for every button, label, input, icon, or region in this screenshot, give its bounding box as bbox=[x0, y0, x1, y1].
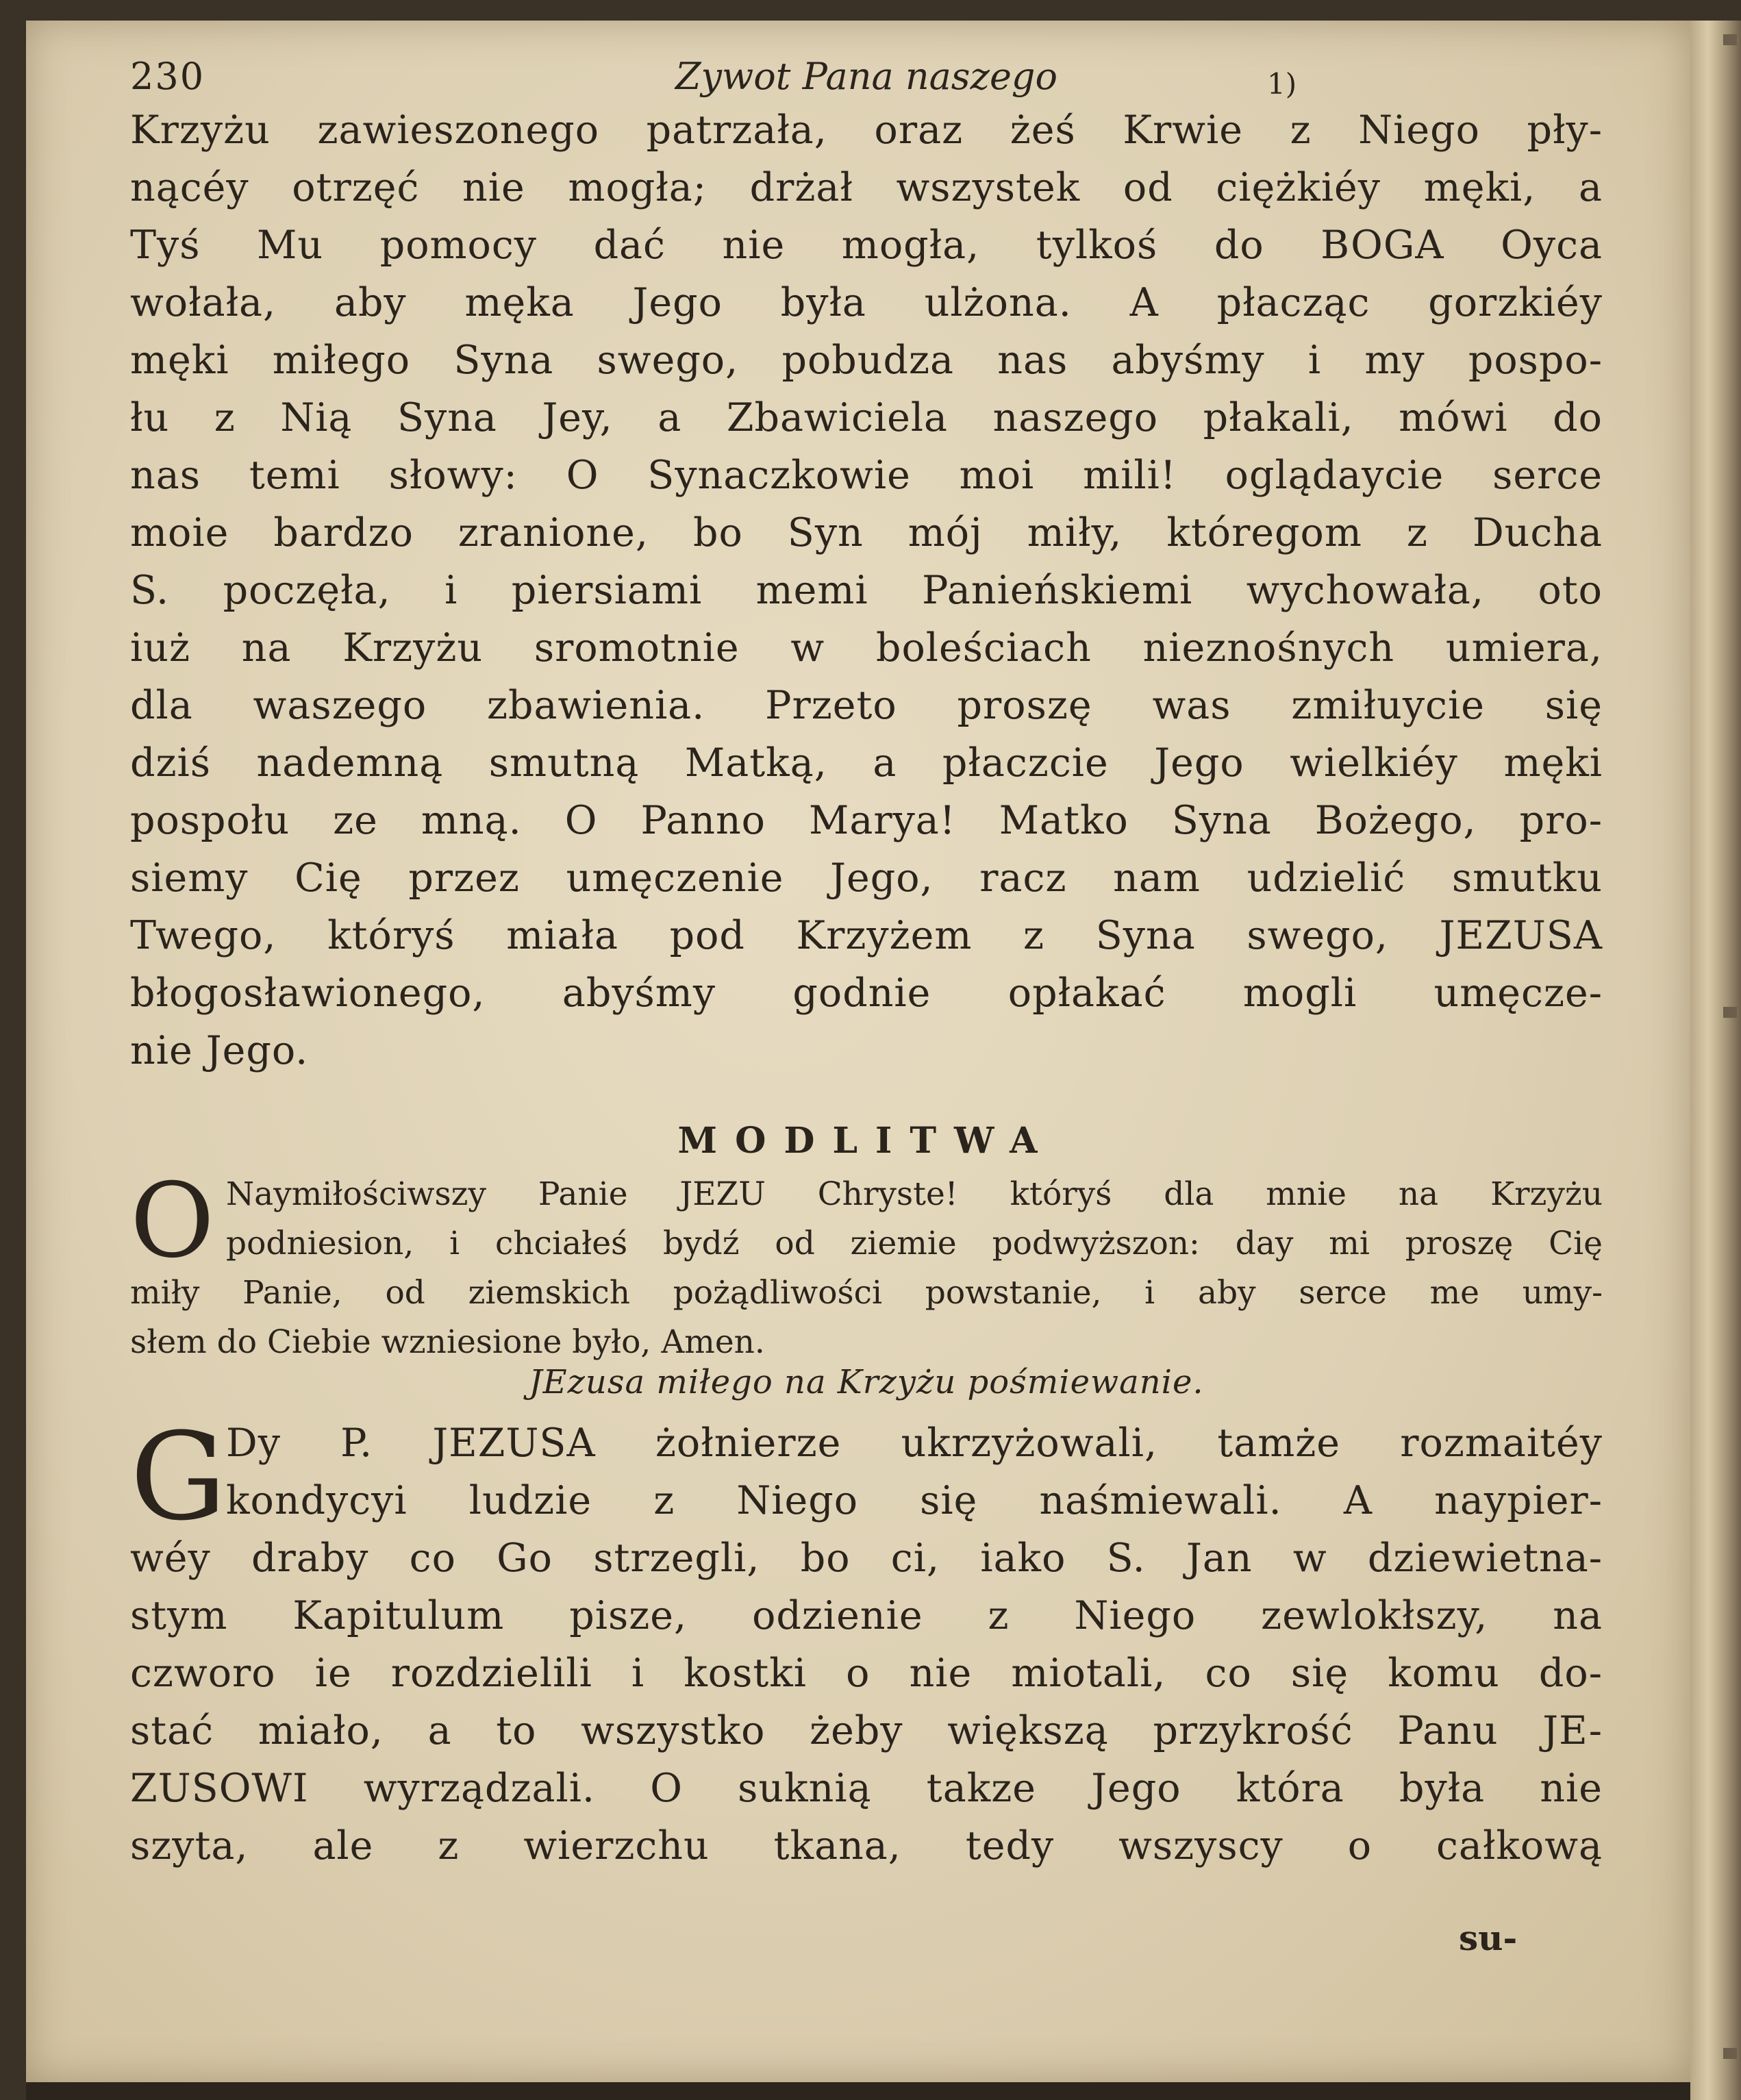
text-line: nącéy otrzęć nie mogła; drżał wszystek od ciężkiéy męki, a bbox=[130, 165, 1603, 210]
text-line: czworo ie rozdzielili i kostki o nie miotali, co się komu do- bbox=[130, 1651, 1603, 1696]
text-line: stać miało, a to wszystko żeby większą przykrość Panu JE- bbox=[130, 1708, 1603, 1753]
text-line: Twego, któryś miała pod Krzyżem z Syna swego, JEZUSA bbox=[130, 913, 1603, 958]
text-line: dziś nademną smutną Matką, a płaczcie Jego wielkiéy męki bbox=[130, 740, 1603, 786]
drop-cap-o: O bbox=[130, 1162, 214, 1281]
text-line: wołała, aby męka Jego była ulżona. A płacząc gorzkiéy bbox=[130, 280, 1603, 325]
text-line: siemy Cię przez umęczenie Jego, racz nam udzielić smutku bbox=[130, 855, 1603, 901]
catchword: su- bbox=[1459, 1918, 1518, 1958]
prayer-block bbox=[130, 1162, 1603, 1367]
text-line: łu z Nią Syna Jey, a Zbawiciela naszego płakali, mówi do bbox=[130, 395, 1603, 440]
paragraph-2 bbox=[130, 1407, 1603, 1875]
text-line: Tyś Mu pomocy dać nie mogła, tylkoś do BOGA Oyca bbox=[130, 223, 1603, 268]
page-edge bbox=[1690, 21, 1741, 2100]
text-line: ZUSOWI wyrządzali. O suknią takze Jego która była nie bbox=[130, 1766, 1603, 1811]
prayer-line: Naymiłościwszy Panie JEZU Chryste! któryś dla mnie na Krzyżu bbox=[226, 1175, 1603, 1213]
page-bottom-edge bbox=[26, 2082, 1690, 2100]
page-number: 230 bbox=[130, 55, 205, 98]
text-line: męki miłego Syna swego, pobudza nas abyśmy i my pospo- bbox=[130, 338, 1603, 383]
prayer-line: słem do Ciebie wzniesione było, Amen. bbox=[130, 1323, 765, 1361]
text-line: kondycyi ludzie z Niego się naśmiewali. A naypier- bbox=[226, 1478, 1603, 1523]
text-line: Dy P. JEZUSA żołnierze ukrzyżowali, tamże rozmaitéy bbox=[226, 1421, 1603, 1466]
text-line: moie bardzo zranione, bo Syn mój miły, któregom z Ducha bbox=[130, 510, 1603, 555]
text-line: wéy draby co Go strzegli, bo ci, iako S. Jan w dziewietna- bbox=[130, 1536, 1603, 1581]
prayer-heading: MODLITWA bbox=[677, 1120, 1055, 1162]
text-line: iuż na Krzyżu sromotnie w boleściach nieznośnych umiera, bbox=[130, 625, 1603, 671]
text-line: dla waszego zbawienia. Przeto proszę was zmiłuycie się bbox=[130, 683, 1603, 728]
text-line: nas temi słowy: O Synaczkowie moi mili! oglądaycie serce bbox=[130, 453, 1603, 498]
text-line: stym Kapitulum pisze, odzienie z Niego zewlokłszy, na bbox=[130, 1593, 1603, 1638]
prayer-line: podniesion, i chciałeś bydź od ziemie podwyższon: day mi proszę Cię bbox=[226, 1225, 1603, 1262]
text-line: szyta, ale z wierzchu tkana, tedy wszyscy o całkową bbox=[130, 1823, 1603, 1868]
text-line: błogosławionego, abyśmy godnie opłakać mogli umęcze- bbox=[130, 971, 1603, 1016]
prayer-line: miły Panie, od ziemskich pożądliwości powstanie, i aby serce me umy- bbox=[130, 1274, 1603, 1312]
paragraph-1 bbox=[130, 101, 1603, 1079]
text-line: Krzyżu zawieszonego patrzała, oraz żeś Krwie z Niego pły- bbox=[130, 108, 1603, 153]
margin-annotation: 1) bbox=[1267, 67, 1297, 101]
text-line: pospołu ze mną. O Panno Marya! Matko Syna Bożego, pro- bbox=[130, 798, 1603, 843]
drop-cap-g: G bbox=[130, 1407, 227, 1547]
page-header bbox=[130, 55, 1603, 103]
running-title: Zywot Pana naszego bbox=[675, 55, 1058, 98]
text-line: nie Jego. bbox=[130, 1028, 309, 1073]
section-subtitle: JEzusa miłego na Krzyżu pośmiewanie. bbox=[529, 1363, 1204, 1401]
text-line: S. poczęła, i piersiami memi Panieńskiemi wychowała, oto bbox=[130, 568, 1603, 613]
